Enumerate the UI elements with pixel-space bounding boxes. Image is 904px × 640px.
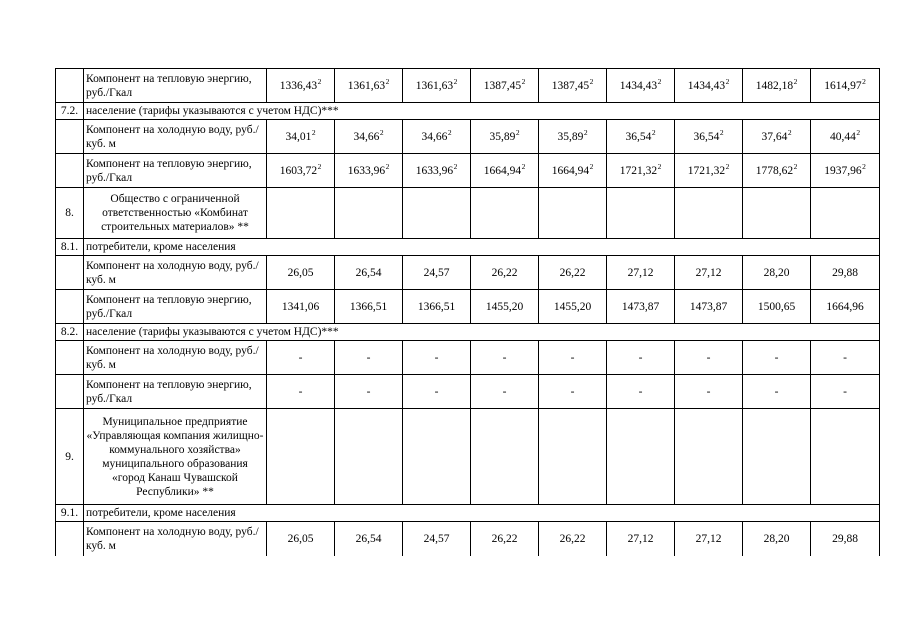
row-number-cell [56,154,84,188]
tariff-value: 1721,32 [619,164,658,177]
tariff-value: 1434,43 [687,79,726,92]
empty-value-cell [335,409,403,505]
tariff-value: 1482,18 [755,79,794,92]
footnote-mark: 2 [521,76,526,86]
tariff-value-cell [811,375,880,409]
tariff-value-cell [539,120,607,154]
tariff-value: 37,64 [761,130,788,143]
empty-value-cell [539,188,607,239]
tariff-value: 1778,62 [755,164,794,177]
tariff-row [56,522,880,556]
tariff-value-cell [675,69,743,103]
tariff-value-cell [267,120,335,154]
tariff-value-cell [267,69,335,103]
organization-name: Муниципальное предприятие «Управляющая компания жилищно-коммунального хозяйства» муниципального образования «город Канаш Чувашской Республики» ** [84,409,267,505]
section-number: 7.2. [56,103,84,120]
tariff-row [56,154,880,188]
empty-value-cell [471,409,539,505]
footnote-mark: 2 [793,76,798,86]
tariff-value-cell [471,522,539,556]
footnote-mark: 2 [385,161,390,171]
tariff-value: - [638,385,643,398]
tariff-value: 1473,87 [689,300,728,313]
footnote-mark: 2 [856,127,861,137]
tariff-value: 26,22 [491,532,518,545]
tariff-value: 1633,96 [347,164,386,177]
empty-value-cell [607,409,675,505]
tariff-value: 36,54 [625,130,652,143]
footnote-mark: 2 [317,161,322,171]
tariff-value-cell [675,341,743,375]
tariff-value-cell [335,256,403,290]
organization-name: Общество с ограниченной ответственностью «Комбинат строительных материалов» ** [84,188,267,239]
tariff-value-cell [607,256,675,290]
tariff-value-cell [539,256,607,290]
tariff-value-cell [743,154,811,188]
row-number-cell [56,120,84,154]
tariff-value-cell [403,341,471,375]
tariff-value: 35,89 [557,130,584,143]
tariff-value-cell [607,375,675,409]
tariff-value-cell [811,256,880,290]
tariff-value: 1366,51 [417,300,456,313]
tariff-value: - [774,385,779,398]
tariff-value: 28,20 [763,266,790,279]
tariff-value: 34,01 [285,130,312,143]
subsection-row [56,505,880,522]
tariff-value-cell [811,341,880,375]
tariff-value-cell [811,154,880,188]
tariff-value-cell [335,522,403,556]
footnote-mark: 2 [862,161,866,171]
tariff-value: 1633,96 [415,164,454,177]
empty-value-cell [743,409,811,505]
subsection-label: население (тарифы указываются с учетом НДС)*** [84,324,880,341]
tariff-value: 1336,43 [279,79,318,92]
tariff-value-cell [539,522,607,556]
tariff-value: 35,89 [489,130,516,143]
empty-value-cell [471,188,539,239]
tariff-value-cell [811,522,880,556]
footnote-mark: 2 [453,161,458,171]
empty-value-cell [743,188,811,239]
tariff-table-body [56,69,880,556]
footnote-mark: 2 [583,127,588,137]
tariff-value-cell [743,375,811,409]
tariff-value: 27,12 [627,266,654,279]
tariff-value-cell [607,290,675,324]
tariff-value-cell [607,69,675,103]
component-name: Компонент на тепловую энергию, руб./Гкал [84,154,267,188]
tariff-value: 26,05 [287,266,314,279]
tariff-value: - [502,385,507,398]
tariff-value-cell [267,375,335,409]
organization-row [56,409,880,505]
footnote-mark: 2 [657,76,662,86]
tariff-value-cell [471,290,539,324]
section-number: 9. [56,409,84,505]
tariff-value: 28,20 [763,532,790,545]
tariff-value-cell [403,120,471,154]
subsection-row [56,239,880,256]
tariff-value: 1361,63 [415,79,454,92]
tariff-row [56,341,880,375]
tariff-value: 1664,96 [826,300,864,313]
tariff-value: 26,54 [355,266,382,279]
tariff-value: - [843,385,847,398]
empty-value-cell [811,409,880,505]
tariff-value-cell [675,522,743,556]
tariff-value: 1434,43 [619,79,658,92]
tariff-value-cell [267,341,335,375]
footnote-mark: 2 [725,76,730,86]
section-number: 9.1. [56,505,84,522]
tariff-row [56,69,880,103]
subsection-label: потребители, кроме населения [84,505,880,522]
component-name: Компонент на тепловую энергию, руб./Гкал [84,375,267,409]
row-number-cell [56,69,84,103]
tariff-value: 1473,87 [621,300,660,313]
tariff-value: - [298,385,303,398]
tariff-value-cell [335,375,403,409]
tariff-value-cell [607,154,675,188]
tariff-value-cell [471,120,539,154]
tariff-value: 26,05 [287,532,314,545]
tariff-value: 34,66 [353,130,380,143]
footnote-mark: 2 [787,127,792,137]
footnote-mark: 2 [862,76,866,86]
tariff-value: - [706,385,711,398]
tariff-value: 1500,65 [757,300,796,313]
footnote-mark: 2 [385,76,390,86]
subsection-row [56,324,880,341]
tariff-value: 26,22 [559,532,586,545]
tariff-value: 26,22 [491,266,518,279]
row-number-cell [56,341,84,375]
subsection-label: население (тарифы указываются с учетом НДС)*** [84,103,880,120]
component-name: Компонент на холодную воду, руб./куб. м [84,256,267,290]
tariff-value: - [570,385,575,398]
tariff-value: - [706,351,711,364]
empty-value-cell [267,409,335,505]
tariff-value-cell [743,341,811,375]
tariff-value-cell [335,69,403,103]
row-number-cell [56,290,84,324]
tariff-value: 1603,72 [279,164,318,177]
footnote-mark: 2 [589,76,594,86]
component-name: Компонент на холодную воду, руб./куб. м [84,120,267,154]
section-number: 8.1. [56,239,84,256]
tariff-row [56,256,880,290]
tariff-value-cell [335,120,403,154]
tariff-value: 26,54 [355,532,382,545]
tariff-value: 24,57 [423,532,450,545]
tariff-value-cell [811,290,880,324]
footnote-mark: 2 [651,127,656,137]
footnote-mark: 2 [719,127,724,137]
tariff-value-cell [811,120,880,154]
tariff-value-cell [335,154,403,188]
tariff-value-cell [539,341,607,375]
tariff-value-cell [539,290,607,324]
tariff-value-cell [335,341,403,375]
empty-value-cell [675,188,743,239]
tariff-value-cell [675,256,743,290]
tariff-value: 27,12 [695,266,722,279]
tariff-value: 40,44 [829,130,856,143]
tariff-value-cell [675,120,743,154]
empty-value-cell [811,188,880,239]
tariff-value: - [434,385,439,398]
empty-value-cell [539,409,607,505]
tariff-value: 1664,94 [483,164,522,177]
tariff-value: 26,22 [559,266,586,279]
tariff-value: 24,57 [423,266,450,279]
empty-value-cell [403,188,471,239]
tariff-value: 1366,51 [349,300,388,313]
tariff-value: 34,66 [421,130,448,143]
tariff-value: - [638,351,643,364]
tariff-value-cell [675,154,743,188]
tariff-value: - [774,351,779,364]
tariff-value: 1387,45 [483,79,522,92]
organization-row [56,188,880,239]
empty-value-cell [267,188,335,239]
tariff-value-cell [335,290,403,324]
footnote-mark: 2 [311,127,316,137]
tariff-value-cell [403,522,471,556]
component-name: Компонент на тепловую энергию, руб./Гкал [84,69,267,103]
tariff-value-cell [539,375,607,409]
footnote-mark: 2 [725,161,730,171]
tariff-value: 1614,97 [824,79,862,92]
tariff-value: - [298,351,303,364]
tariff-value-cell [743,120,811,154]
tariff-value-cell [471,256,539,290]
footnote-mark: 2 [447,127,452,137]
tariff-value: 29,88 [832,266,858,279]
tariff-value-cell [471,154,539,188]
tariff-value: 1455,20 [553,300,592,313]
tariff-value: 1361,63 [347,79,386,92]
tariff-row [56,120,880,154]
tariff-value: 1664,94 [551,164,590,177]
footnote-mark: 2 [379,127,384,137]
component-name: Компонент на холодную воду, руб./куб. м [84,522,267,556]
tariff-value-cell [267,154,335,188]
tariff-value-cell [675,375,743,409]
tariff-value-cell [675,290,743,324]
footnote-mark: 2 [657,161,662,171]
empty-value-cell [403,409,471,505]
row-number-cell [56,256,84,290]
tariff-value: - [570,351,575,364]
section-number: 8.2. [56,324,84,341]
tariff-value-cell [403,290,471,324]
tariff-value-cell [267,522,335,556]
tariff-value: - [502,351,507,364]
tariff-value-cell [607,341,675,375]
tariff-row [56,290,880,324]
tariff-value: 27,12 [695,532,722,545]
tariff-value-cell [743,69,811,103]
tariff-value-cell [403,256,471,290]
tariff-value: - [366,351,371,364]
component-name: Компонент на тепловую энергию, руб./Гкал [84,290,267,324]
tariff-value: - [843,351,847,364]
empty-value-cell [675,409,743,505]
tariff-value-cell [403,375,471,409]
tariff-value-cell [743,522,811,556]
footnote-mark: 2 [453,76,458,86]
tariff-value: 27,12 [627,532,654,545]
tariff-value-cell [403,69,471,103]
empty-value-cell [607,188,675,239]
tariff-value-cell [403,154,471,188]
footnote-mark: 2 [521,161,526,171]
tariff-value-cell [539,69,607,103]
tariff-table [55,68,880,556]
tariff-value-cell [471,375,539,409]
subsection-row [56,103,880,120]
tariff-value-cell [539,154,607,188]
tariff-value-cell [607,522,675,556]
row-number-cell [56,375,84,409]
empty-value-cell [335,188,403,239]
tariff-value: 1721,32 [687,164,726,177]
tariff-value: 29,88 [832,532,858,545]
footnote-mark: 2 [793,161,798,171]
row-number-cell [56,522,84,556]
tariff-row [56,375,880,409]
tariff-value-cell [267,290,335,324]
footnote-mark: 2 [515,127,520,137]
tariff-value: 1937,96 [824,164,862,177]
tariff-value-cell [471,69,539,103]
component-name: Компонент на холодную воду, руб./куб. м [84,341,267,375]
tariff-value: 1455,20 [485,300,524,313]
tariff-value: - [366,385,371,398]
tariff-value-cell [743,256,811,290]
tariff-value: 1341,06 [281,300,320,313]
subsection-label: потребители, кроме населения [84,239,880,256]
tariff-value-cell [471,341,539,375]
tariff-value-cell [607,120,675,154]
footnote-mark: 2 [589,161,594,171]
section-number: 8. [56,188,84,239]
footnote-mark: 2 [317,76,322,86]
tariff-value-cell [743,290,811,324]
tariff-value-cell [811,69,880,103]
tariff-value: 1387,45 [551,79,590,92]
tariff-value: - [434,351,439,364]
tariff-value: 36,54 [693,130,720,143]
tariff-value-cell [267,256,335,290]
